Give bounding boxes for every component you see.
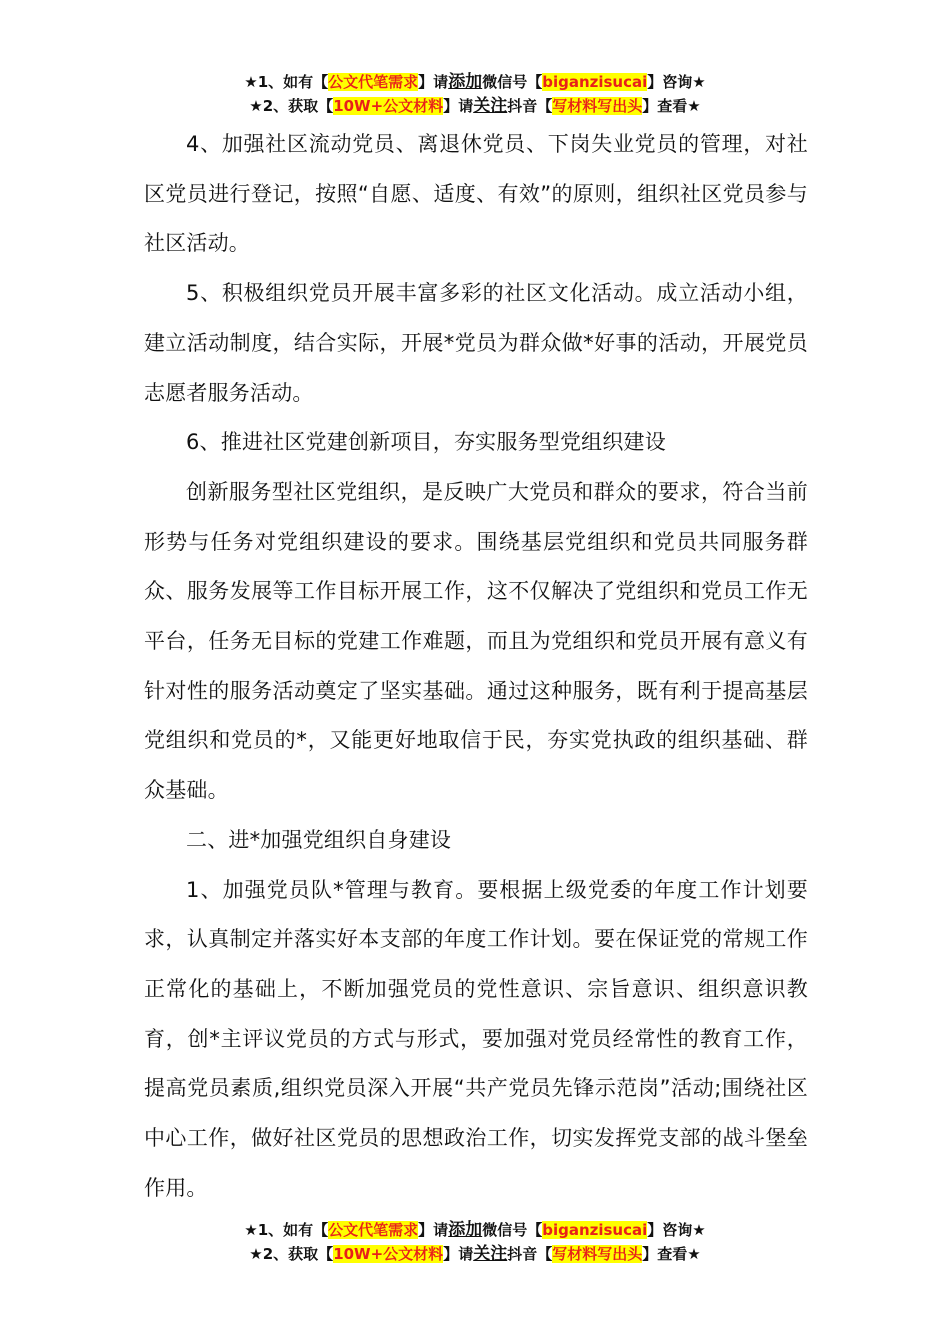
- banner-text: 】咨询★: [647, 1221, 706, 1239]
- header-banner-line-1: [0, 70, 950, 94]
- paragraph-service-org: 创新服务型社区党组织，是反映广大党员和群众的要求，符合当前形势与任务对党组织建设的要求。围绕基层党组织和党员共同服务群众、服务发展等工作目标开展工作，这不仅解决了党组织和党员工作无平台，任务无目标的党建工作难题，而且为党组织和党员开展有意义有针对性的服务活动奠定了坚实基础。通过这种服务，既有利于提高基层党组织和党员的*，又能更好地取信于民，夯实党执政的组织基础、群众基础。: [144, 479, 808, 803]
- paragraph-item-5: 5、积极组织党员开展丰富多彩的社区文化活动。成立活动小组，建立活动制度，结合实际，开展*党员为群众做*好事的活动，开展党员志愿者服务活动。: [144, 281, 808, 405]
- footer-banner: [0, 1218, 950, 1266]
- banner-highlight-wechat-id: biganzisucai: [542, 1221, 648, 1239]
- paragraph-item-4: 4、加强社区流动党员、离退休党员、下岗失业党员的管理，对社区党员进行登记，按照“自愿、适度、有效”的原则，组织社区党员参与社区活动。: [144, 132, 808, 256]
- banner-text: ★1、如有【: [244, 73, 329, 91]
- banner-text: 微信号【: [482, 1221, 543, 1239]
- banner-highlight: 10W+公文材料: [333, 1245, 444, 1263]
- banner-highlight: 公文代笔需求: [328, 73, 419, 91]
- banner-text: 】查看★: [642, 1245, 701, 1263]
- banner-emphasis: 添加: [448, 72, 483, 92]
- banner-text: 】查看★: [642, 97, 701, 115]
- banner-highlight: 公文代笔需求: [328, 1221, 419, 1239]
- banner-text: 】请: [418, 73, 449, 91]
- section-heading-2: 二、进*加强党组织自身建设: [186, 827, 452, 852]
- banner-text: 微信号【: [482, 73, 543, 91]
- banner-text: 】请: [418, 1221, 449, 1239]
- banner-highlight-douyin: 写材料写出头: [552, 97, 643, 115]
- banner-text: 】请: [443, 97, 474, 115]
- header-banner: [0, 70, 950, 118]
- header-banner-line-2: [0, 94, 950, 118]
- footer-banner-line-1: [0, 1218, 950, 1242]
- banner-highlight-douyin: 写材料写出头: [552, 1245, 643, 1263]
- banner-emphasis: 添加: [448, 1220, 483, 1240]
- paragraph-item-6-heading: 6、推进社区党建创新项目，夯实服务型党组织建设: [186, 430, 666, 455]
- banner-text: ★1、如有【: [244, 1221, 329, 1239]
- banner-text: 】请: [443, 1245, 474, 1263]
- banner-text: 抖音【: [507, 97, 553, 115]
- banner-text: 抖音【: [507, 1245, 553, 1263]
- banner-highlight: 10W+公文材料: [333, 97, 444, 115]
- banner-emphasis: 关注: [473, 1244, 508, 1264]
- banner-text: ★2、获取【: [249, 1245, 334, 1263]
- paragraph-member-management: 1、加强党员队*管理与教育。要根据上级党委的年度工作计划要求，认真制定并落实好本支部的年度工作计划。要在保证党的常规工作正常化的基础上，不断加强党员的党性意识、宗旨意识、组织意识教育，创*主评议党员的方式与形式，要加强对党员经常性的教育工作，提高党员素质,组织党员深入开展“共产党员先锋示范岗”活动;围绕社区中心工作，做好社区党员的思想政治工作，切实发挥党支部的战斗堡垒作用。: [144, 877, 808, 1200]
- banner-highlight-wechat-id: biganzisucai: [542, 73, 648, 91]
- banner-text: 】咨询★: [647, 73, 706, 91]
- footer-banner-line-2: [0, 1242, 950, 1266]
- document-body: [144, 120, 808, 1213]
- banner-text: ★2、获取【: [249, 97, 334, 115]
- banner-emphasis: 关注: [473, 96, 508, 116]
